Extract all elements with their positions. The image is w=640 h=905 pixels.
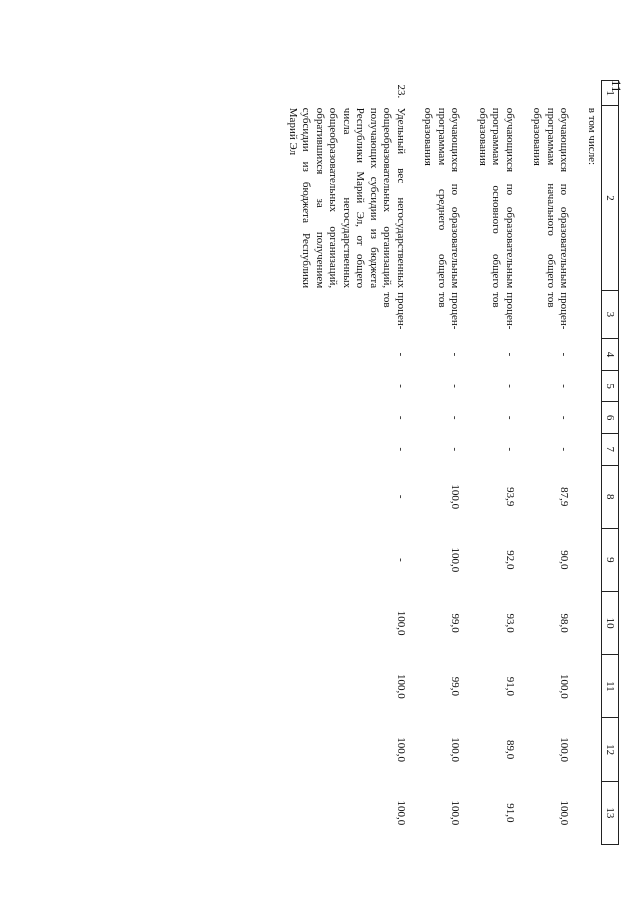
value-cell: - <box>395 494 407 499</box>
row-number <box>419 81 474 106</box>
value-cell: - <box>558 352 571 357</box>
value-cell: - <box>395 384 407 388</box>
value-cell: 99,0 <box>449 613 462 633</box>
value-cell: - <box>395 558 407 562</box>
value-cell <box>583 781 602 844</box>
rotated-table-container <box>284 80 620 845</box>
header-col-2: 2 <box>602 106 619 290</box>
header-col-10: 10 <box>602 592 619 655</box>
indicator-name: обучающихся по образовательным программам начального общего образования <box>531 107 571 289</box>
table-row <box>419 81 474 845</box>
value-cell: - <box>449 352 462 357</box>
value-cell: 92,0 <box>504 550 516 570</box>
value-cell: 89,0 <box>504 739 516 760</box>
value-cell <box>583 718 602 781</box>
value-cell: 100,0 <box>449 737 462 762</box>
unit-cell: процен-тов <box>381 292 407 330</box>
value-cell: 100,0 <box>395 737 407 762</box>
value-cell: 100,0 <box>558 673 571 699</box>
indicator-name: обучающихся по образовательным программам среднего общего образования <box>422 107 462 289</box>
value-cell: 99,0 <box>449 676 462 696</box>
table-row <box>528 81 583 845</box>
value-cell: - <box>395 415 407 420</box>
value-cell: 93,0 <box>504 613 516 633</box>
value-cell <box>583 655 602 718</box>
value-cell <box>583 402 602 434</box>
header-col-5: 5 <box>602 370 619 402</box>
value-cell <box>583 339 602 371</box>
header-col-3: 3 <box>602 290 619 338</box>
unit-cell <box>583 290 602 338</box>
indicator-table <box>284 80 620 845</box>
table-row <box>583 81 602 845</box>
value-cell: 100,0 <box>449 547 462 573</box>
value-cell: 100,0 <box>395 800 407 826</box>
indicator-name: Удельный вес негосударственных общеобразовательных организаций, получающих субсидии из бюджета Республики Марий Эл, от общего числа негосударственных общеобразовательных организаций, обратившихся за получением субсидии из бюджета Республики Марий Эл <box>287 107 407 289</box>
header-col-12: 12 <box>602 718 619 781</box>
value-cell: 100,0 <box>558 800 571 826</box>
value-cell: 91,0 <box>504 676 516 696</box>
unit-cell: процен-тов <box>436 292 462 330</box>
header-col-13: 13 <box>602 781 619 844</box>
header-col-8: 8 <box>602 465 619 528</box>
header-row <box>602 81 619 845</box>
value-cell: 98,0 <box>558 613 571 633</box>
indicator-name: в том числе: <box>586 107 598 166</box>
value-cell: 100,0 <box>395 610 407 636</box>
value-cell <box>583 528 602 591</box>
page-number: 11 <box>609 80 624 93</box>
row-number <box>528 81 583 106</box>
value-cell: - <box>449 447 462 452</box>
value-cell: - <box>449 415 462 420</box>
value-cell: - <box>395 447 407 452</box>
value-cell: - <box>558 415 571 420</box>
header-col-4: 4 <box>602 339 619 371</box>
value-cell <box>583 370 602 402</box>
value-cell: 90,0 <box>558 550 571 570</box>
indicator-name: обучающихся по образовательным программам основного общего образования <box>477 107 516 289</box>
header-col-6: 6 <box>602 402 619 434</box>
table-row <box>474 81 529 845</box>
value-cell: - <box>449 384 462 388</box>
value-cell: 100,0 <box>449 800 462 826</box>
value-cell: - <box>504 352 516 357</box>
value-cell: - <box>504 447 516 452</box>
unit-cell: процен-тов <box>545 292 571 330</box>
value-cell: - <box>558 384 571 388</box>
row-number <box>474 81 529 106</box>
value-cell: - <box>558 447 571 452</box>
header-col-11: 11 <box>602 655 619 718</box>
value-cell <box>583 465 602 528</box>
value-cell <box>583 592 602 655</box>
row-number: 23. <box>395 84 407 99</box>
header-col-7: 7 <box>602 433 619 465</box>
header-col-1: 1 <box>602 81 619 106</box>
value-cell: 87,9 <box>558 487 571 507</box>
value-cell: - <box>504 415 516 420</box>
table-row <box>284 81 420 845</box>
value-cell: 100,0 <box>449 484 462 510</box>
row-number <box>583 81 602 106</box>
value-cell: 93,9 <box>504 487 516 507</box>
value-cell: - <box>504 384 516 388</box>
value-cell: 100,0 <box>558 737 571 762</box>
header-col-9: 9 <box>602 528 619 591</box>
value-cell: 100,0 <box>395 673 407 699</box>
value-cell: 91,0 <box>504 803 516 823</box>
value-cell: - <box>395 352 407 357</box>
value-cell <box>583 433 602 465</box>
unit-cell: процен-тов <box>490 292 516 330</box>
